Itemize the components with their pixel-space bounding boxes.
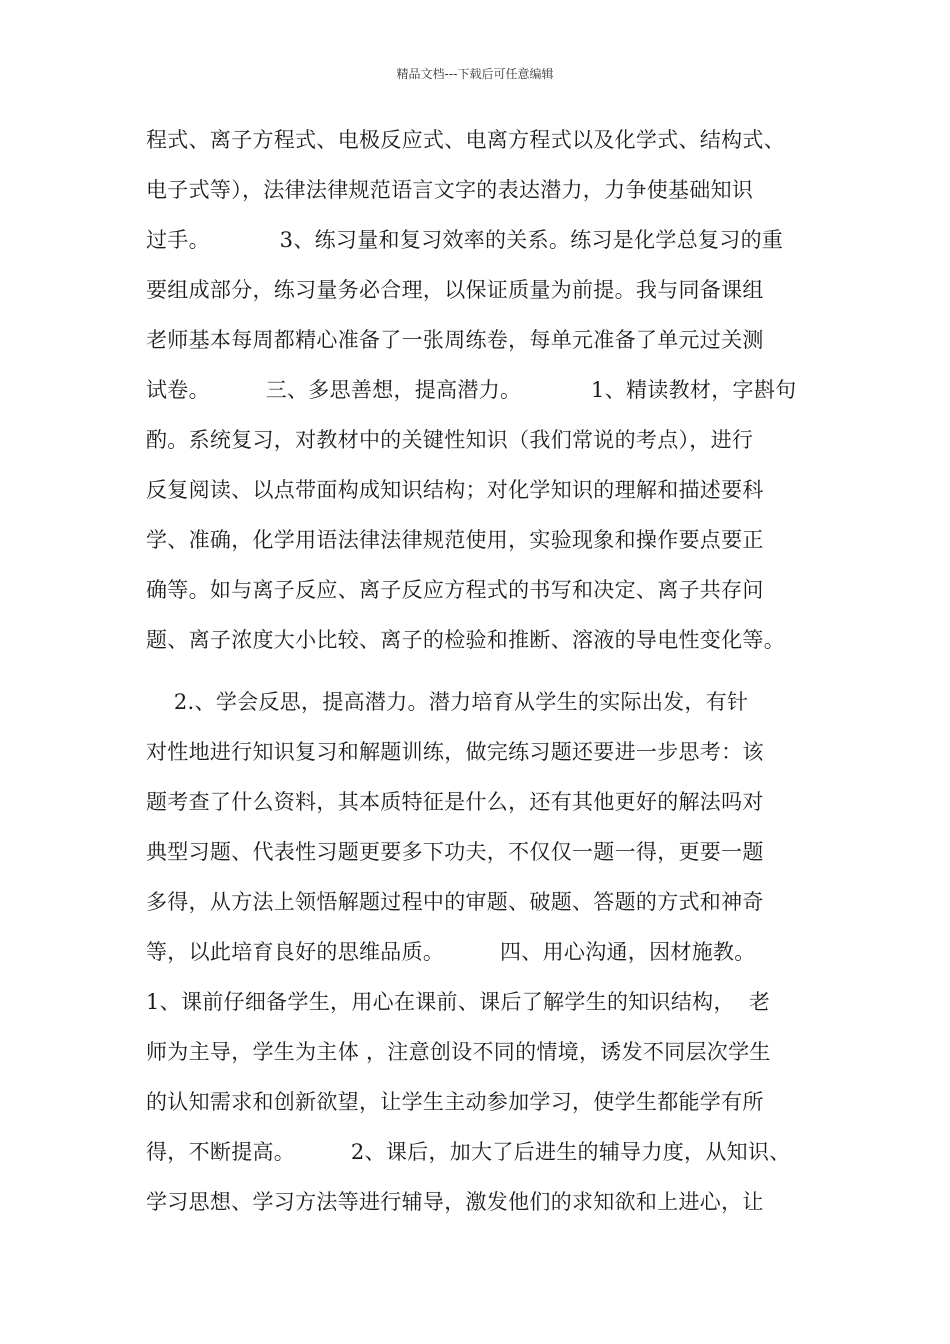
text-line: 得，不断提高。 2、课后，加大了后进生的辅导力度，从知识、: [146, 1140, 791, 1164]
text-line: 学习思想、学习方法等进行辅导，激发他们的求知欲和上进心，让: [146, 1190, 764, 1214]
text-line: 典型习题、代表性习题更要多下功夫，不仅仅一题一得，更要一题: [146, 840, 764, 864]
text-line: 题考查了什么资料，其本质特征是什么，还有其他更好的解法吗对: [146, 790, 764, 814]
text-line: 要组成部分，练习量务必合理，以保证质量为前提。我与同备课组: [146, 278, 764, 302]
text-line: 1、课前仔细备学生，用心在课前、课后了解学生的知识结构， 老: [146, 990, 771, 1014]
text-line: 的认知需求和创新欲望，让学生主动参加学习，使学生都能学有所: [146, 1090, 764, 1114]
text-line: 等，以此培育良好的思维品质。 四、用心沟通，因材施教。: [146, 940, 756, 964]
text-line: 多得，从方法上领悟解题过程中的审题、破题、答题的方式和神奇: [146, 890, 764, 914]
text-line: 确等。如与离子反应、离子反应方程式的书写和决定、离子共存问: [146, 578, 764, 602]
text-line: 电子式等），法律法律规范语言文字的表达潜力，力争使基础知识: [146, 178, 754, 202]
text-line: 2.、学会反思，提高潜力。潜力培育从学生的实际出发，有针: [146, 690, 749, 714]
text-line: 酌。系统复习，对教材中的关键性知识（我们常说的考点），进行: [146, 428, 754, 452]
text-line: 过手。 3、练习量和复习效率的关系。练习是化学总复习的重: [146, 228, 784, 252]
text-line: 学、准确，化学用语法律法律规范使用，实验现象和操作要点要正: [146, 528, 764, 552]
text-line: 试卷。 三、多思善想，提高潜力。 1、精读教材，字斟句: [146, 378, 797, 402]
text-line: 程式、离子方程式、电极反应式、电离方程式以及化学式、结构式、: [146, 128, 785, 152]
text-line: 老师基本每周都精心准备了一张周练卷，每单元准备了单元过关测: [146, 328, 764, 352]
page-header: 精品文档---下载后可任意编辑: [396, 67, 554, 81]
text-line: 师为主导，学生为主体 ，注意创设不同的情境，诱发不同层次学生: [146, 1040, 771, 1064]
text-line: 对性地进行知识复习和解题训练，做完练习题还要进一步思考：该: [146, 740, 764, 764]
text-line: 题、离子浓度大小比较、离子的检验和推断、溶液的导电性变化等。: [146, 628, 785, 652]
text-line: 反复阅读、以点带面构成知识结构；对化学知识的理解和描述要科: [146, 478, 764, 502]
